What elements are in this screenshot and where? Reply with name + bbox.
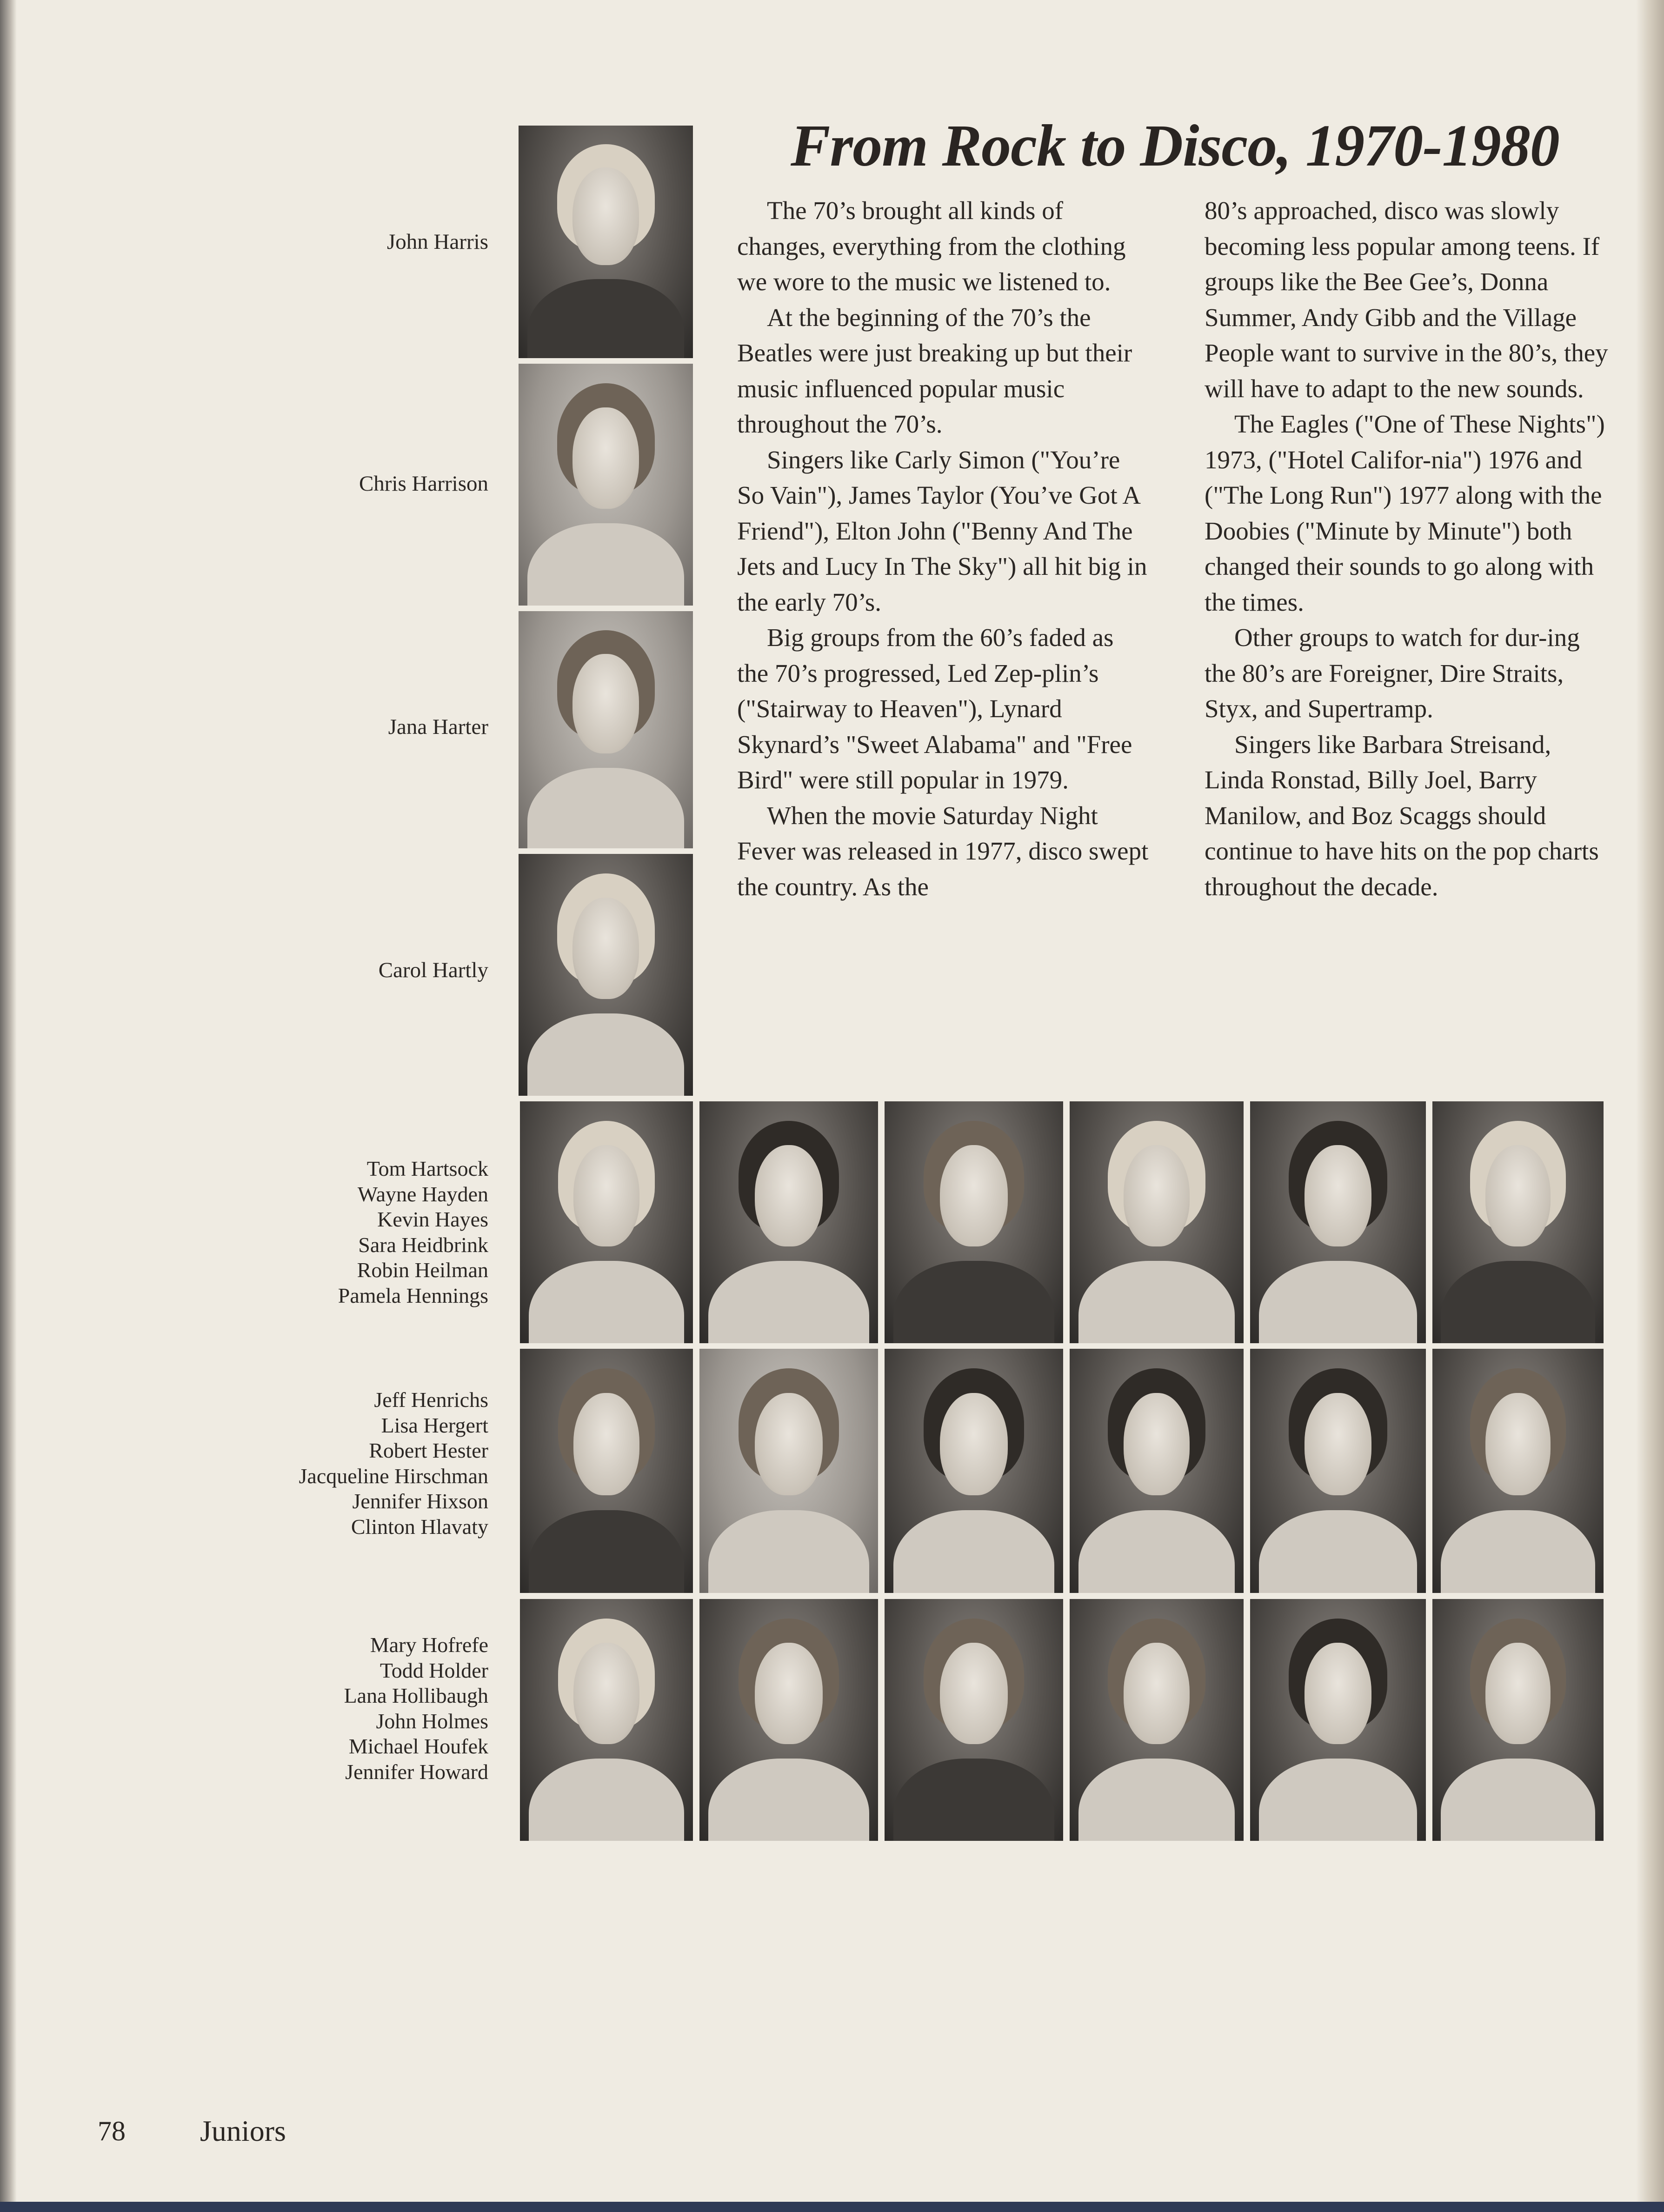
student-portrait <box>520 1101 693 1343</box>
student-portrait <box>1250 1101 1426 1343</box>
student-portrait <box>885 1599 1063 1841</box>
paragraph: The 70’s brought all kinds of changes, everything from the clothing we wore to the music we listened to. <box>737 196 1126 296</box>
page-bottom-edge <box>0 2202 1664 2212</box>
student-portrait <box>520 1349 693 1593</box>
student-name: Jana Harter <box>388 715 488 739</box>
student-name: Michael Houfek <box>348 1734 488 1758</box>
student-name: Jennifer Howard <box>345 1759 488 1784</box>
student-name: Pamela Hennings <box>338 1283 488 1307</box>
article-column-1 <box>737 193 1149 993</box>
student-name: Mary Hofrefe <box>370 1633 488 1657</box>
student-name: Kevin Hayes <box>377 1207 488 1231</box>
student-portrait <box>1070 1101 1244 1343</box>
section-label: Juniors <box>200 2114 286 2147</box>
student-portrait <box>519 611 693 848</box>
article-title: From Rock to Disco, 1970-1980 <box>791 113 1559 179</box>
student-portrait <box>1250 1599 1426 1841</box>
paragraph: The Eagles ("One of These Nights") 1973, ("Hotel Califor-nia") 1976 and ("The Long Run") 1977 along with the Doobies ("Minute by Minute") both changed their sounds to go along with the times. <box>1205 410 1605 616</box>
row-name-list <box>205 1156 488 1308</box>
row-name-list <box>205 1387 488 1539</box>
paragraph: At the beginning of the 70’s the Beatles were just breaking up but their music influenced popular music throughout the 70’s. <box>737 303 1132 438</box>
student-portrait <box>1432 1101 1604 1343</box>
student-name: Clinton Hlavaty <box>351 1514 488 1539</box>
paragraph: When the movie Saturday Night Fever was released in 1977, disco swept the country. As the <box>737 801 1149 901</box>
student-name: John Harris <box>387 230 488 254</box>
student-portrait <box>519 126 693 358</box>
student-name: Sara Heidbrink <box>358 1233 488 1257</box>
page-edge-shadow <box>1636 0 1664 2212</box>
student-name: Jacqueline Hirschman <box>299 1464 488 1488</box>
student-portrait <box>519 364 693 606</box>
student-portrait <box>699 1349 878 1593</box>
page-number: 78 <box>98 2116 126 2146</box>
student-portrait <box>699 1599 878 1841</box>
student-name: Robin Heilman <box>357 1258 488 1282</box>
student-portrait <box>885 1349 1063 1593</box>
student-name: Carol Hartly <box>378 958 488 982</box>
student-name: Lisa Hergert <box>381 1413 488 1437</box>
article-column-2 <box>1205 193 1616 993</box>
page-spine-shadow <box>0 0 17 2212</box>
paragraph: Singers like Barbara Streisand, Linda Ronstad, Billy Joel, Barry Manilow, and Boz Scaggs should continue to have hits on the pop charts throughout the decade. <box>1205 730 1599 901</box>
paragraph: Big groups from the 60’s faded as the 70’s progressed, Led Zep-plin’s ("Stairway to Heaven"), Lynard Skynard’s "Sweet Alabama" and "Free Bird" were still popular in 1979. <box>737 623 1132 794</box>
student-portrait <box>1432 1599 1604 1841</box>
student-portrait <box>885 1101 1063 1343</box>
student-portrait <box>519 854 693 1096</box>
student-portrait <box>520 1599 693 1841</box>
paragraph: Singers like Carly Simon ("You’re So Vain"), James Taylor (You’ve Got A Friend"), Elton John ("Benny And The Jets and Lucy In The Sky") all hit big in the early 70’s. <box>737 445 1147 616</box>
student-portrait <box>1432 1349 1604 1593</box>
student-portrait <box>1070 1349 1244 1593</box>
student-name: Chris Harrison <box>359 472 488 496</box>
student-name: Robert Hester <box>369 1439 488 1462</box>
student-name: Todd Holder <box>379 1658 488 1682</box>
student-name: Jennifer Hixson <box>352 1489 488 1513</box>
article-body <box>737 193 1616 993</box>
student-portrait <box>1250 1349 1426 1593</box>
student-name: Lana Hollibaugh <box>344 1684 488 1707</box>
student-portrait <box>1070 1599 1244 1841</box>
student-name: Wayne Hayden <box>357 1182 488 1206</box>
student-name: John Holmes <box>376 1709 488 1733</box>
student-portrait <box>699 1101 878 1343</box>
row-name-list <box>205 1632 488 1785</box>
student-name: Jeff Henrichs <box>374 1388 488 1412</box>
student-name: Tom Hartsock <box>366 1157 488 1180</box>
paragraph-continued: 80’s approached, disco was slowly becoming less popular among teens. If groups like the Bee Gee’s, Donna Summer, Andy Gibb and the Village People want to survive in the 80’s, they will have to adapt to the new sounds. <box>1205 196 1608 403</box>
paragraph: Other groups to watch for dur-ing the 80’s are Foreigner, Dire Straits, Styx, and Supertramp. <box>1205 623 1580 723</box>
